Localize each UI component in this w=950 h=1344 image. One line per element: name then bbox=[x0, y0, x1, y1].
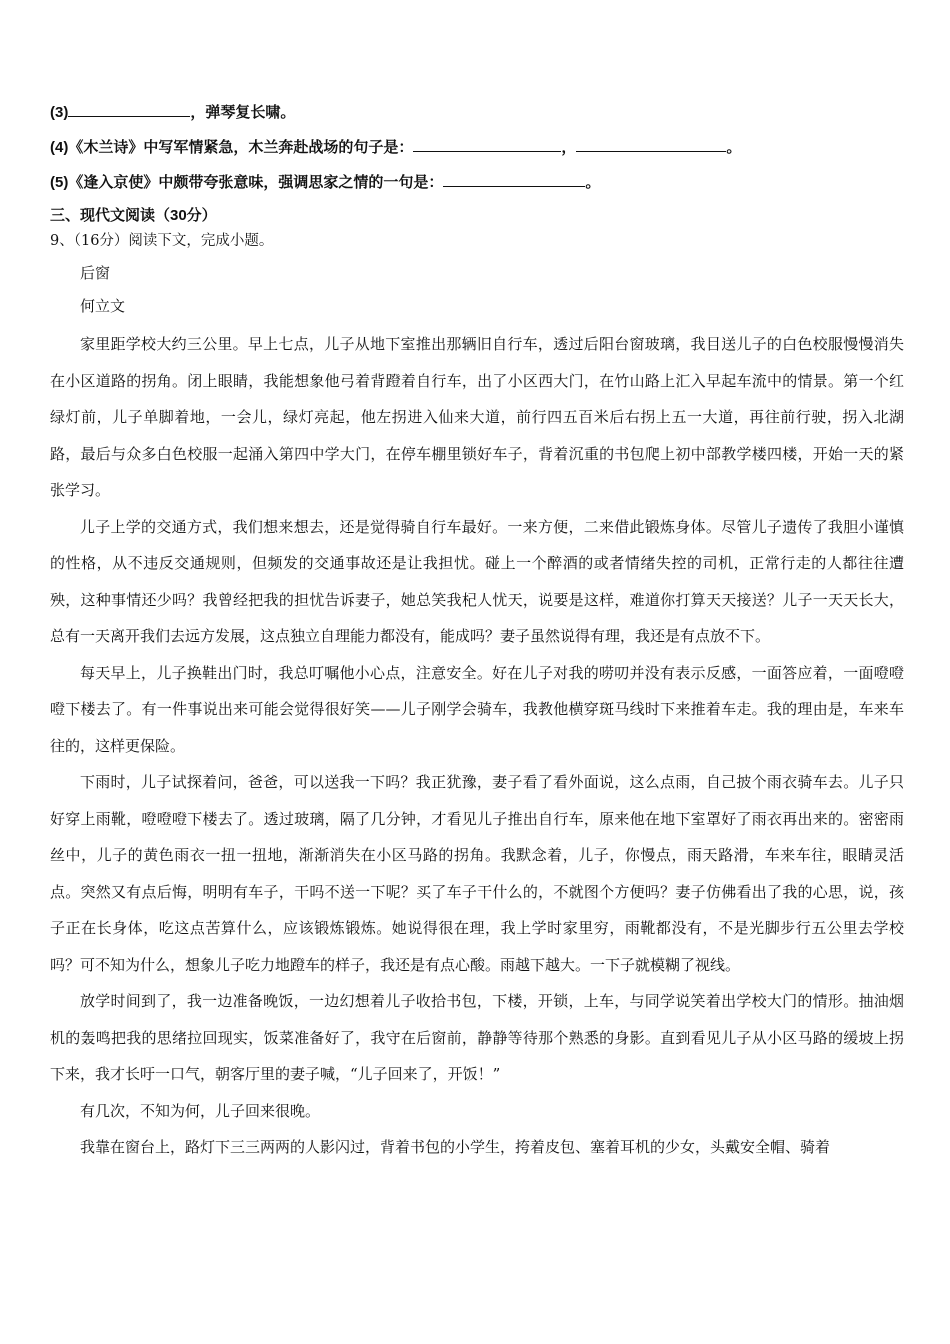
question-5-end: 。 bbox=[585, 174, 601, 191]
question-5-text: (5)《逢入京使》中颇带夸张意味，强调思家之情的一句是： bbox=[50, 174, 444, 191]
answer-blank[interactable] bbox=[576, 136, 726, 152]
question-3-text: ，弹琴复长啸。 bbox=[190, 104, 296, 121]
paragraph: 有几次，不知为何，儿子回来很晚。 bbox=[80, 1101, 321, 1120]
question-4 bbox=[50, 136, 741, 158]
paragraph: 放学时间到了，我一边准备晚饭，一边幻想着儿子收拾书包，下楼，开锁，上车，与同学说笑着出学校大门的情形。抽油烟机的轰鸣把我的思绪拉回现实，饭菜准备好了，我守在后窗前，静静等待那个熟悉的身影。直到看见儿子从小区马路的缓坡上拐下来，我才长吁一口气，朝客厅里的妻子喊，“儿子回来了，开饭！” bbox=[50, 992, 904, 1083]
section-heading: 三、现代文阅读（30分） bbox=[50, 207, 217, 224]
question-4-end: 。 bbox=[726, 139, 742, 156]
paragraph: 我靠在窗台上，路灯下三三两两的人影闪过，背着书包的小学生，挎着皮包、塞着耳机的少女，头戴安全帽、骑着 bbox=[80, 1138, 831, 1156]
question-5 bbox=[50, 171, 600, 193]
question-4-separator: ， bbox=[561, 139, 577, 156]
question-3 bbox=[50, 101, 295, 123]
paragraph: 家里距学校大约三公里。早上七点，儿子从地下室推出那辆旧自行车，透过后阳台窗玻璃，我目送儿子的白色校服慢慢消失在小区道路的拐角。闭上眼睛，我能想象他弓着背蹬着自行车，出了小区西大门，在竹山路上汇入早起车流中的情景。第一个红绿灯前，儿子单脚着地，一会儿，绿灯亮起，他左拐进入仙来大道，前行四五百米后右拐上五一大道，再往前行驶，拐入北湖路，最后与众多白色校服一起涌入第四中学大门，在停车棚里锁好车子，背着沉重的书包爬上初中部教学楼四楼，开始一天的紧张学习。 bbox=[50, 335, 904, 499]
answer-blank[interactable] bbox=[413, 136, 561, 152]
answer-blank[interactable] bbox=[68, 101, 190, 117]
paragraph: 每天早上，儿子换鞋出门时，我总叮嘱他小心点，注意安全。好在儿子对我的唠叨并没有表示反感，一面答应着，一面噔噔噔下楼去了。有一件事说出来可能会觉得很好笑——儿子刚学会骑车，我教他横穿斑马线时下来推着车走。我的理由是，车来车往的，这样更保险。 bbox=[50, 663, 904, 755]
answer-blank[interactable] bbox=[443, 171, 585, 187]
question-9-intro: 9、（16分）阅读下文，完成小题。 bbox=[50, 233, 274, 249]
question-3-prefix: (3) bbox=[50, 104, 69, 121]
paragraph: 下雨时，儿子试探着问，爸爸，可以送我一下吗？我正犹豫，妻子看了看外面说，这么点雨，自己披个雨衣骑车去。儿子只好穿上雨靴，噔噔噔下楼去了。透过玻璃，隔了几分钟，才看见儿子推出自行车，原来他在地下室罩好了雨衣再出来的。密密雨丝中，儿子的黄色雨衣一扭一扭地，渐渐消失在小区马路的拐角。我默念着，儿子，你慢点，雨天路滑，车来车往，眼睛灵活点。突然又有点后悔，明明有车子，干吗不送一下呢？买了车子干什么的，不就图个方便吗？妻子仿佛看出了我的心思，说，孩子正在长身体，吃这点苦算什么，应该锻炼锻炼。她说得很在理，我上学时家里穷，雨靴都没有，不是光脚步行五公里去学校吗？可不知为什么，想象儿子吃力地蹬车的样子，我还是有点心酸。雨越下越大。一下子就模糊了视线。 bbox=[50, 773, 904, 974]
question-4-text: (4)《木兰诗》中写军情紧急，木兰奔赴战场的句子是： bbox=[50, 139, 414, 156]
article-author: 何立文 bbox=[80, 297, 126, 315]
paragraph: 儿子上学的交通方式，我们想来想去，还是觉得骑自行车最好。一来方便，二来借此锻炼身体。尽管儿子遗传了我胆小谨慎的性格，从不违反交通规则，但频发的交通事故还是让我担忧。碰上一个醉酒的或者情绪失控的司机，正常行走的人都往往遭殃，这种事情还少吗？我曾经把我的担忧告诉妻子，她总笑我杞人忧天，说要是这样，难道你打算天天接送？儿子一天天长大，总有一天离开我们去远方发展，这点独立自理能力都没有，能成吗？妻子虽然说得有理，我还是有点放不下。 bbox=[50, 517, 904, 645]
article-body bbox=[50, 326, 904, 1166]
article-title: 后窗 bbox=[80, 264, 111, 282]
